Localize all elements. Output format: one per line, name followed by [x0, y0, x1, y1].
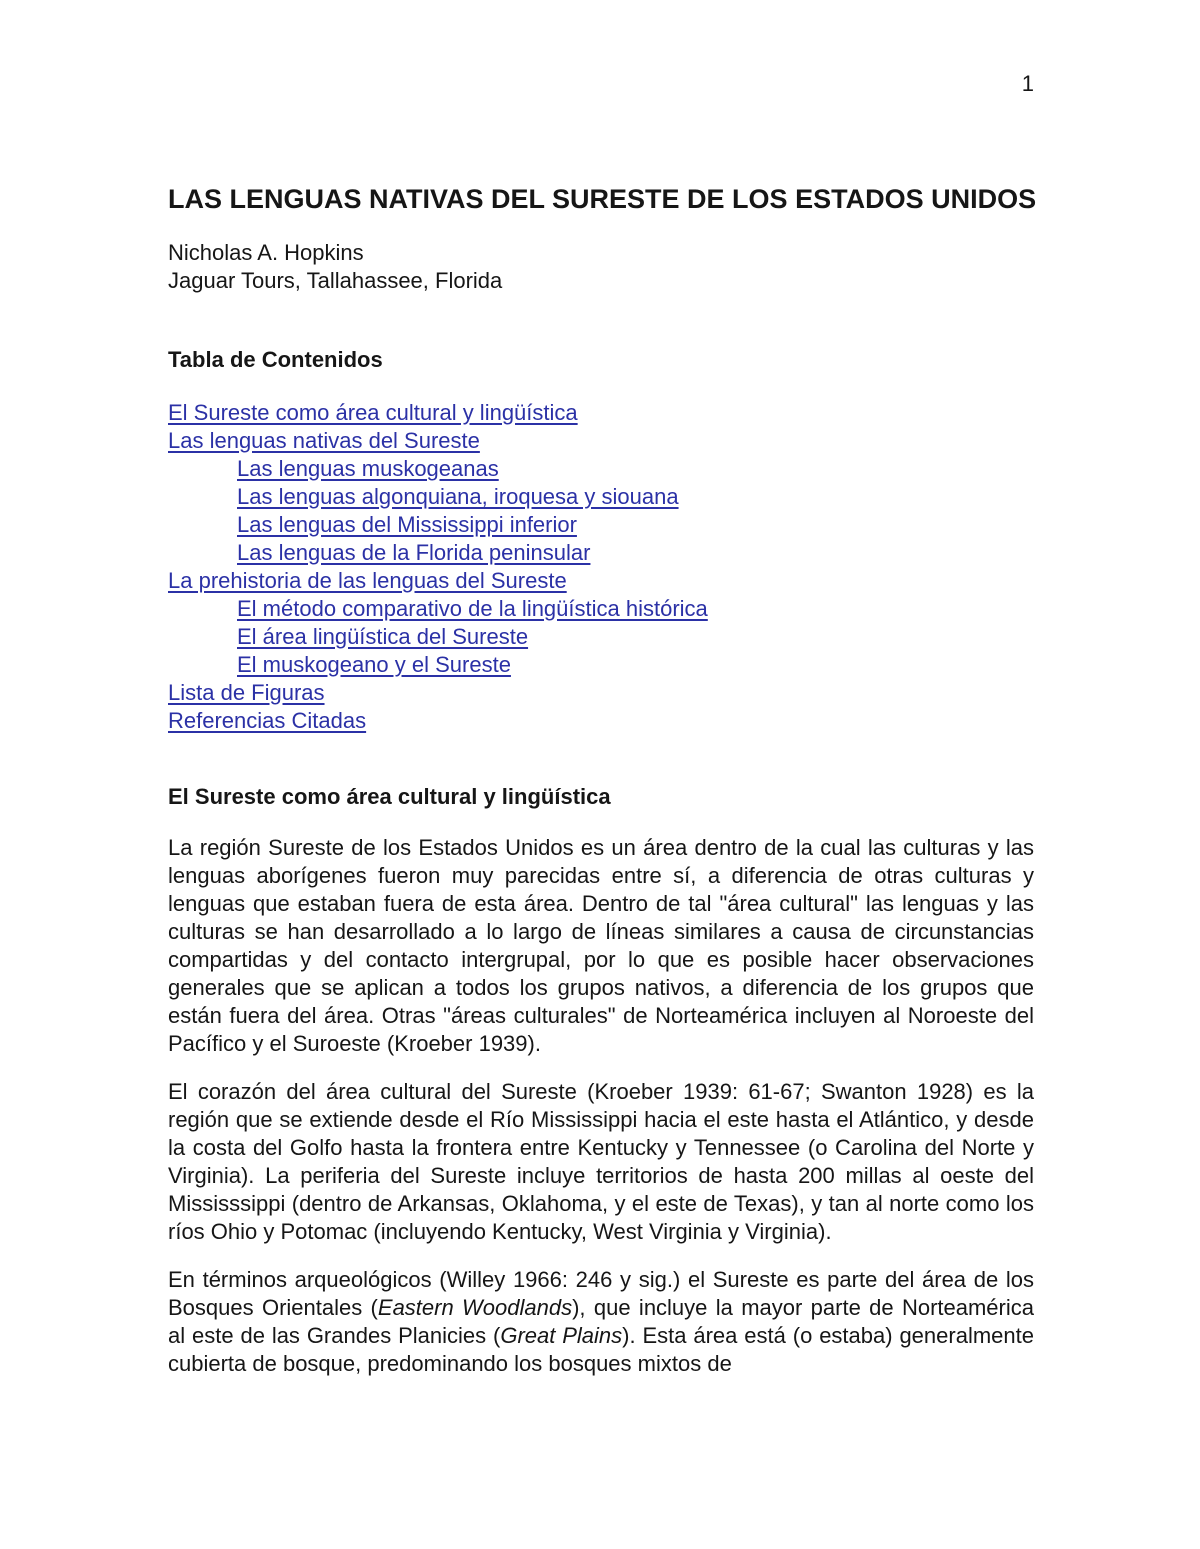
toc-link-5[interactable]: Las lenguas del Mississippi inferior — [237, 512, 577, 537]
text-run: El corazón del área cultural del Sureste (Kroeber 1939: 61-67; Swanton 1928) es la región que se extiende desde el Río Mississippi hacia el este hasta el Atlántico, y desde la costa del Golfo hasta la frontera entre Kentucky y Tennessee (o Carolina del Norte y Virginia). La periferia del Sureste incluye territorios de hasta 200 millas al oeste del Mississsippi (dentro de Arkansas, Oklahoma, y el este de Texas), y tan al norte como los ríos Ohio y Potomac (incluyendo Kentucky, West Virginia y Virginia). — [168, 1079, 1034, 1244]
text-run: ). Esta área está (o estaba) generalmente cubierta de bosque, predominando los bosques mixtos de — [168, 1323, 1034, 1376]
toc-heading: Tabla de Contenidos — [168, 347, 383, 372]
section-heading: El Sureste como área cultural y lingüística — [168, 784, 611, 809]
toc-link-6[interactable]: Las lenguas de la Florida peninsular — [237, 540, 591, 565]
toc-link-3[interactable]: Las lenguas muskogeanas — [237, 456, 499, 481]
italic-text-run: Eastern Woodlands — [377, 1295, 573, 1320]
text-run: La región Sureste de los Estados Unidos es un área dentro de la cual las culturas y las lenguas aborígenes fueron muy parecidas entre sí, a diferencia de otras culturas y lenguas que estaban fuera de esta área. Dentro de tal "área cultural" las lenguas y las culturas se han desarrollado a lo largo de líneas similares a causa de circunstancias compartidas y del contacto intergrupal, por lo que es posible hacer observaciones generales que se aplican a todos los grupos nativos, a diferencia de los grupos que están fuera del área. Otras "áreas culturales" de Norteamérica incluyen al Noroeste del Pacífico y el Suroeste (Kroeber 1939). — [168, 835, 1034, 1056]
body-paragraphs — [168, 834, 1034, 1378]
toc-link-12[interactable]: Referencias Citadas — [168, 708, 367, 733]
toc-link-7[interactable]: La prehistoria de las lenguas del Sureste — [168, 568, 567, 593]
toc-link-11[interactable]: Lista de Figuras — [168, 680, 325, 705]
toc-link-9[interactable]: El área lingüística del Sureste — [237, 624, 529, 649]
paragraph — [168, 1266, 1034, 1378]
paragraph — [168, 834, 1034, 1058]
text-run: ), que incluye la mayor parte de Norteamérica al este de las Grandes Planicies ( — [168, 1295, 1034, 1348]
toc-link-10[interactable]: El muskogeano y el Sureste — [237, 652, 511, 677]
author-block — [168, 239, 1034, 295]
toc-link-4[interactable]: Las lenguas algonquiana, iroquesa y siouana — [237, 484, 679, 509]
text-run: En términos arqueológicos (Willey 1966: 246 y sig.) el Sureste es parte del área de los Bosques Orientales ( — [168, 1267, 1034, 1320]
italic-text-run: Great Plains — [500, 1323, 623, 1348]
toc-link-2[interactable]: Las lenguas nativas del Sureste — [168, 428, 480, 453]
toc-list — [168, 399, 1034, 735]
author-name: Nicholas A. Hopkins — [168, 240, 364, 265]
author-affiliation: Jaguar Tours, Tallahassee, Florida — [168, 268, 503, 293]
page-number: 1 — [1021, 71, 1034, 96]
toc-link-1[interactable]: El Sureste como área cultural y lingüística — [168, 400, 578, 425]
document-title: LAS LENGUAS NATIVAS DEL SURESTE DE LOS ESTADOS UNIDOS — [168, 184, 1037, 214]
toc-link-8[interactable]: El método comparativo de la lingüística histórica — [237, 596, 708, 621]
paragraph — [168, 1078, 1034, 1246]
